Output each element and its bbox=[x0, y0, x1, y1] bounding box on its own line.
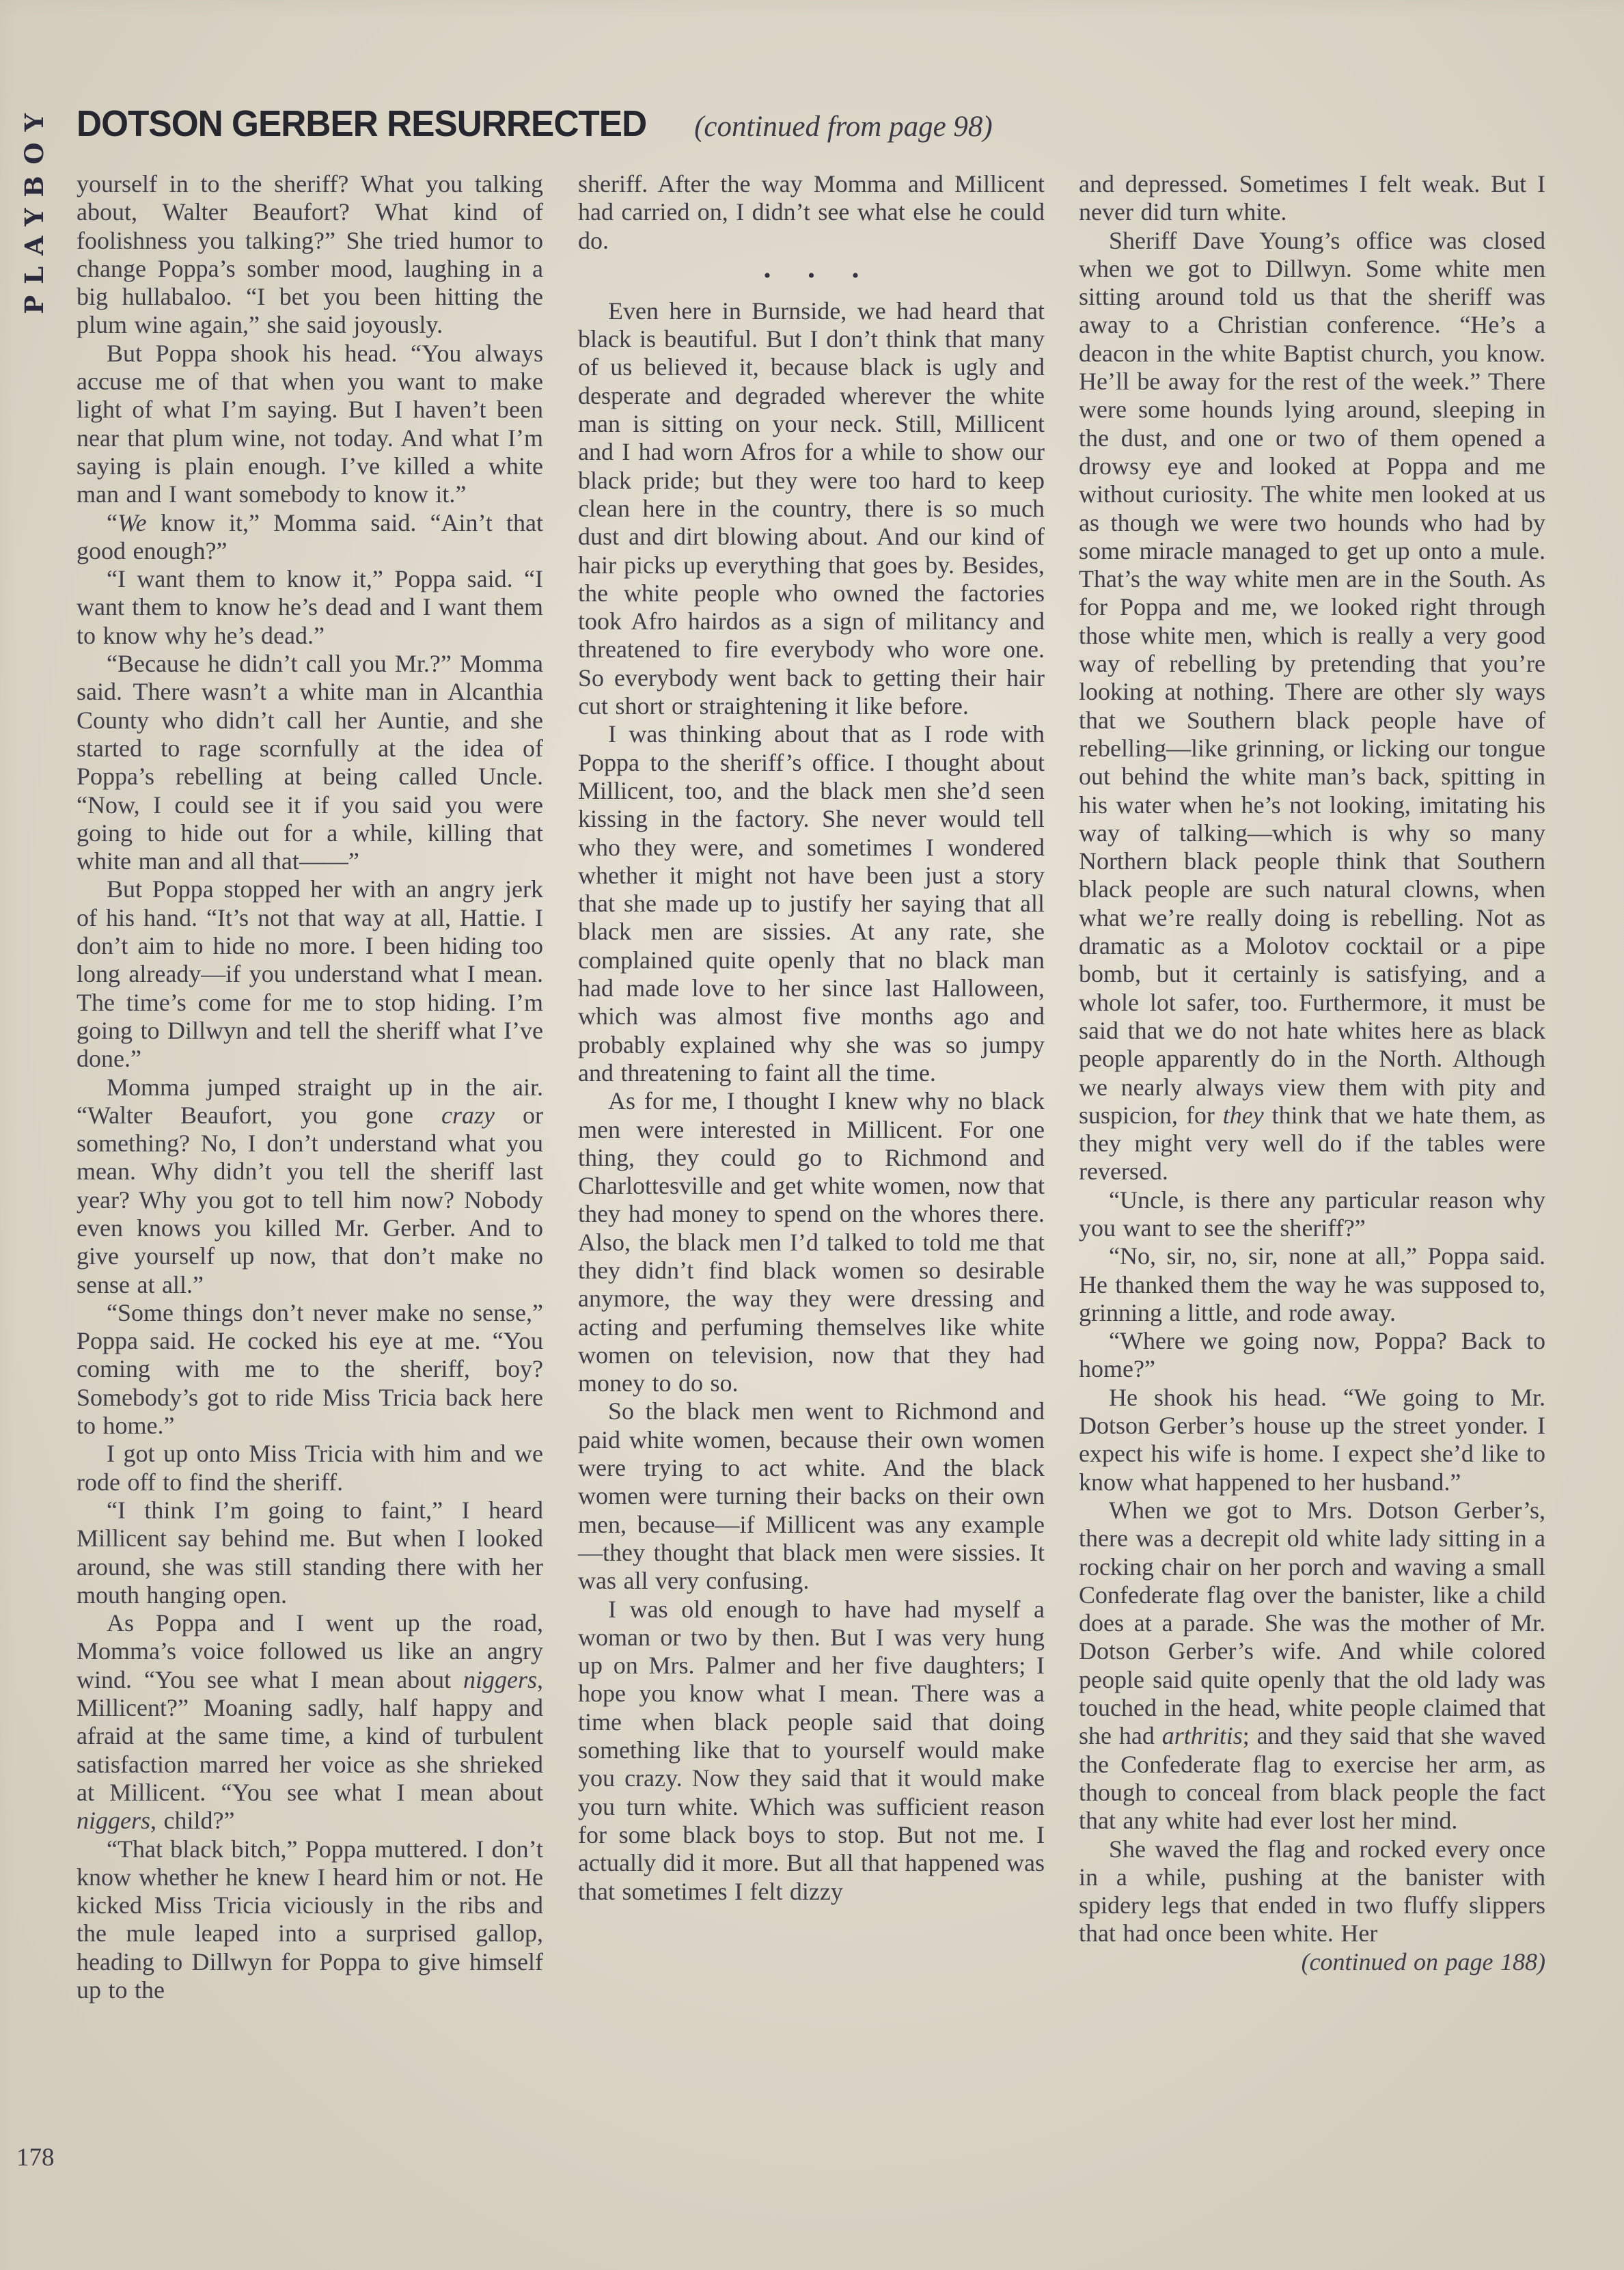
paragraph: As Poppa and I went up the road, Momma’s voice followed us like an angry wind. “You see what I mean about niggers, Millicent?” Moaning sadly, half happy and afraid at the same time, a kind of turbulent satisfaction marred her voice as she shrieked at Millicent. “You see what I mean about niggers, child?” bbox=[77, 1609, 543, 1835]
paragraph: and depressed. Sometimes I felt weak. But I never did turn white. bbox=[1079, 170, 1545, 226]
paragraph: sheriff. After the way Momma and Millicent had carried on, I didn’t see what else he could do. bbox=[578, 170, 1045, 254]
paragraph: She waved the flag and rocked every once in a while, pushing at the banister with spidery legs that ended in two fluffy slippers that had once been white. Her bbox=[1079, 1835, 1545, 1947]
paragraph: He shook his head. “We going to Mr. Dotson Gerber’s house up the street yonder. I expect his wife is home. I expect she’d like to know what happened to her husband.” bbox=[1079, 1383, 1545, 1496]
paragraph: I was old enough to have had myself a woman or two by then. But I was very hung up on Mrs. Palmer and her five daughters; I hope you know what I mean. There was a time when black people said that doing something like that to yourself would make you crazy. Now they said that it would make you turn white. Which was sufficient reason for some black boys to stop. But not me. I actually did it more. But all that happened was that sometimes I felt dizzy bbox=[578, 1595, 1045, 1905]
paragraph: When we got to Mrs. Dotson Gerber’s, there was a decrepit old white lady sitting in a rocking chair on her porch and waving a small Confederate flag over the banister, like a child does at a parade. She was the mother of Mr. Dotson Gerber’s wife. And while colored people said quite openly that the old lady was touched in the head, white people claimed that she had arthritis; and they said that she waved the Confederate flag to exercise her arm, as though to conceal from black people the fact that any white had ever lost her mind. bbox=[1079, 1496, 1545, 1835]
text-column-1 bbox=[77, 170, 543, 2004]
paragraph: But Poppa shook his head. “You always accuse me of that when you want to make light of what I’m saying. But I haven’t been near that plum wine, not today. And what I’m saying is plain enough. I’ve killed a white man and I want somebody to know it.” bbox=[77, 339, 543, 508]
paragraph: “We know it,” Momma said. “Ain’t that good enough?” bbox=[77, 508, 543, 564]
paragraph: “Uncle, is there any particular reason why you want to see the sheriff?” bbox=[1079, 1186, 1545, 1242]
section-break-dots: ••• bbox=[763, 264, 896, 287]
text-column-3 bbox=[1079, 170, 1545, 1976]
magazine-spine-text: PLAYBOY bbox=[19, 102, 49, 314]
paragraph: “Where we going now, Poppa? Back to home?” bbox=[1079, 1327, 1545, 1383]
continued-on-note: (continued on page 188) bbox=[1301, 1947, 1545, 1975]
paragraph: “I think I’m going to faint,” I heard Millicent say behind me. But when I looked around, she was still standing there with her mouth hanging open. bbox=[77, 1496, 543, 1609]
paragraph: As for me, I thought I knew why no black men were interested in Millicent. For one thing, they could go to Richmond and Charlottesville and get white women, now that they had money to spend on the whores there. Also, the black men I’d talked to told me that they didn’t find black women so desirable anymore, the way they were dressing and acting and perfuming themselves like white women on television, now that they had money to do so. bbox=[578, 1087, 1045, 1397]
text-column-2 bbox=[578, 170, 1045, 1906]
continued-from-note: (continued from page 98) bbox=[694, 111, 993, 143]
page-number: 178 bbox=[16, 2144, 55, 2172]
paragraph: “No, sir, no, sir, none at all,” Poppa said. He thanked them the way he was supposed to, grinning a little, and rode away. bbox=[1079, 1242, 1545, 1326]
paragraph: I was thinking about that as I rode with Poppa to the sheriff’s office. I thought about Millicent, too, and the black men she’d seen kissing in the factory. She never would tell who they were, and sometimes I wondered whether it might not have been just a story that she made up to justify her saying that all black men are sissies. At any rate, she complained quite openly that no black man had made love to her since last Halloween, which was almost five months ago and probably explained why she was so jumpy and threatening to faint all the time. bbox=[578, 720, 1045, 1086]
paragraph: “That black bitch,” Poppa muttered. I don’t know whether he knew I heard him or not. He kicked Miss Tricia viciously in the ribs and the mule leaped into a surprised gallop, heading to Dillwyn for Poppa to give himself up to the bbox=[77, 1835, 543, 2004]
article-title: DOTSON GERBER RESURRECTED bbox=[77, 103, 647, 144]
paragraph: Momma jumped straight up in the air. “Walter Beaufort, you gone crazy or something? No, I don’t understand what you mean. Why didn’t you tell the sheriff last year? Why you got to tell him now? Nobody even knows you killed Mr. Gerber. And to give yourself up now, that don’t make no sense at all.” bbox=[77, 1073, 543, 1298]
paragraph: Even here in Burnside, we had heard that black is beautiful. But I don’t think that many of us believed it, because black is ugly and desperate and degraded wherever the white man is sitting on your neck. Still, Millicent and I had worn Afros for a while to show our black pride; but they were too hard to keep clean here in the country, there is so much dust and dirt blowing about. And our kind of hair picks up everything that goes by. Besides, the white people who owned the factories took Afro hairdos as a sign of militancy and threatened to fire everybody who wore one. So everybody went back to getting their hair cut short or straightening it like before. bbox=[578, 297, 1045, 720]
paragraph: “I want them to know it,” Poppa said. “I want them to know he’s dead and I want them to know why he’s dead.” bbox=[77, 565, 543, 649]
paragraph: Sheriff Dave Young’s office was closed when we got to Dillwyn. Some white men sitting around told us that the sheriff was away to a Christian conference. “He’s a deacon in the white Baptist church, you know. He’ll be away for the rest of the week.” There were some hounds lying around, sleeping in the dust, and one or two of them opened a drowsy eye and looked at Poppa and me without curiosity. The white men looked at us as though we were two hounds who had by some miracle managed to get up onto a mule. That’s the way white men are in the South. As for Poppa and me, we looked right through those white men, which is really a very good way of rebelling by pretending that you’re looking at nothing. There are other sly ways that we Southern black people have of rebelling—like grinning, or licking our tongue out behind the white man’s back, spitting in his water when he’s not looking, imitating his way of talking—which is why so many Northern black people think that Southern black people are such natural clowns, when what we’re really doing is rebelling. Not as dramatic as a Molotov cocktail or a pipe bomb, but it certainly is satisfying, and a whole lot safer, too. Furthermore, it must be said that we do not hate whites here as black people apparently do in the North. Although we nearly always view them with pity and suspicion, for they think that we hate them, as they might very well do if the tables were reversed. bbox=[1079, 226, 1545, 1186]
paragraph: yourself in to the sheriff? What you talking about, Walter Beaufort? What kind of foolishness you talking?” She tried humor to change Poppa’s somber mood, laughing in a big hullabaloo. “I bet you been hitting the plum wine again,” she said joyously. bbox=[77, 170, 543, 339]
paragraph: So the black men went to Richmond and paid white women, because their own women were trying to act white. And the black women were turning their backs on their own men, because—if Millicent was any example—they thought that black men were sissies. It was all very confusing. bbox=[578, 1397, 1045, 1595]
paragraph: “Some things don’t never make no sense,” Poppa said. He cocked his eye at me. “You coming with me to the sheriff, boy? Somebody’s got to ride Miss Tricia back here to home.” bbox=[77, 1298, 543, 1440]
paragraph: But Poppa stopped her with an angry jerk of his hand. “It’s not that way at all, Hattie. I don’t aim to hide no more. I been hiding too long already—if you understand what I mean. The time’s come for me to stop hiding. I’m going to Dillwyn and tell the sheriff what I’ve done.” bbox=[77, 875, 543, 1073]
paragraph: I got up onto Miss Tricia with him and we rode off to find the sheriff. bbox=[77, 1440, 543, 1496]
article-header bbox=[77, 102, 993, 145]
paragraph: “Because he didn’t call you Mr.?” Momma said. There wasn’t a white man in Alcanthia County who didn’t call her Auntie, and she started to rage scornfully at the idea of Poppa’s rebelling at being called Uncle. “Now, I could see it if you said you were going to hide out for a while, killing that white man and all that——” bbox=[77, 650, 543, 875]
